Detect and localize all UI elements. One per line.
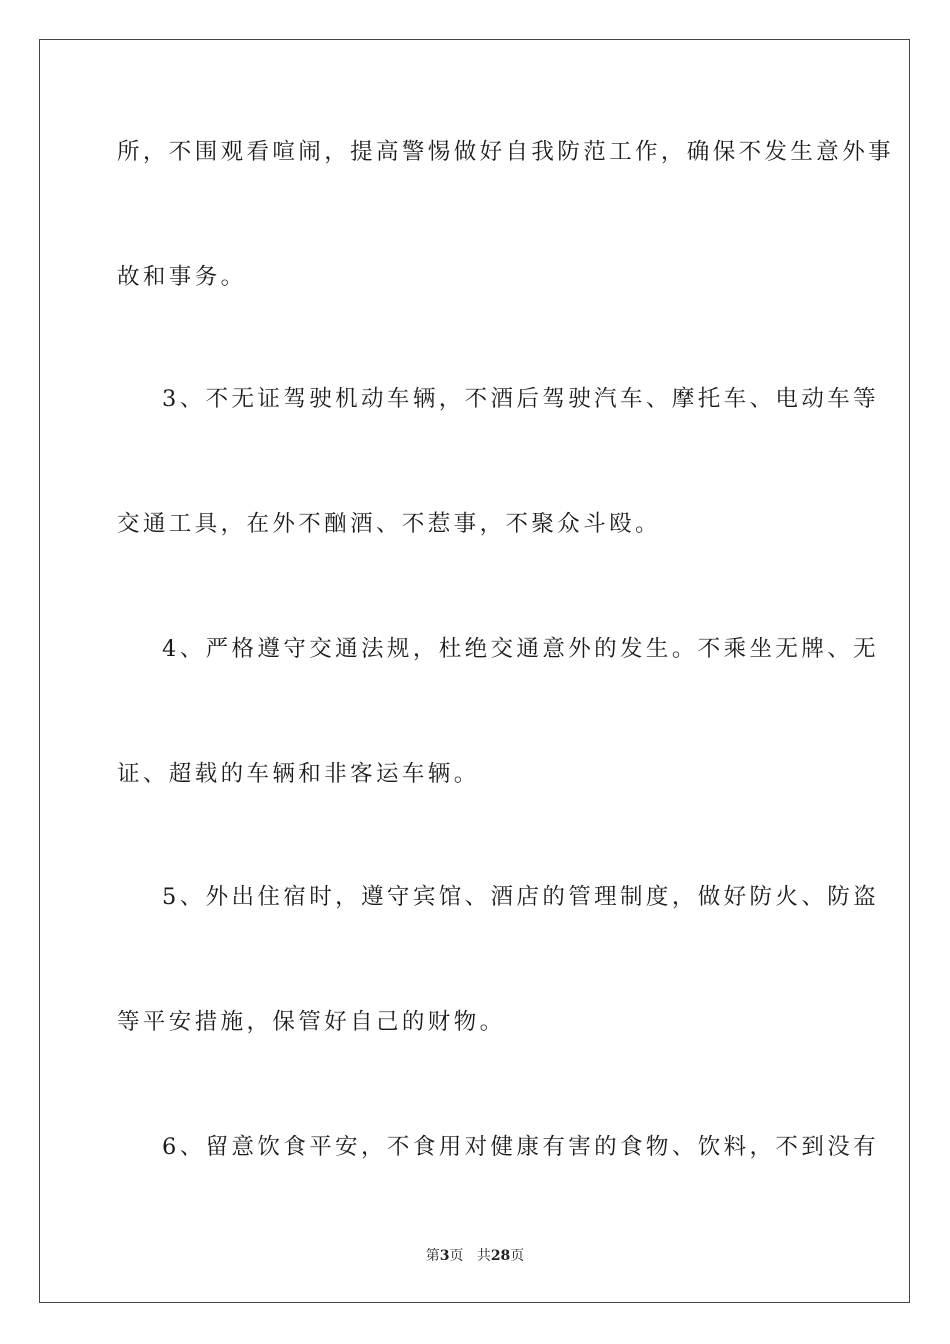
footer-current-page: 3 bbox=[439, 1248, 450, 1264]
footer-page-prefix: 第 bbox=[425, 1248, 440, 1264]
page-footer bbox=[0, 1247, 950, 1265]
footer-total-pages: 28 bbox=[490, 1248, 511, 1264]
text-line-5: 4、严格遵守交通法规，杜绝交通意外的发生。不乘坐无牌、无 bbox=[162, 636, 880, 662]
text-line-2: 故和事务。 bbox=[117, 264, 247, 290]
text-line-6: 证、超载的车辆和非客运车辆。 bbox=[117, 761, 480, 787]
footer-total-prefix: 共 bbox=[476, 1248, 491, 1264]
text-line-3: 3、不无证驾驶机动车辆，不酒后驾驶汽车、摩托车、电动车等 bbox=[162, 386, 880, 412]
footer-page-suffix: 页 bbox=[449, 1248, 464, 1264]
text-line-9: 6、留意饮食平安，不食用对健康有害的食物、饮料，不到没有 bbox=[162, 1134, 880, 1160]
text-line-1: 所，不围观看喧闹，提高警惕做好自我防范工作，确保不发生意外事 bbox=[117, 139, 895, 165]
text-line-7: 5、外出住宿时，遵守宾馆、酒店的管理制度，做好防火、防盗 bbox=[162, 884, 880, 910]
footer-total-suffix: 页 bbox=[510, 1248, 525, 1264]
page-border bbox=[39, 39, 910, 1303]
text-line-4: 交通工具，在外不酗酒、不惹事，不聚众斗殴。 bbox=[117, 511, 661, 537]
text-line-8: 等平安措施，保管好自己的财物。 bbox=[117, 1009, 506, 1035]
